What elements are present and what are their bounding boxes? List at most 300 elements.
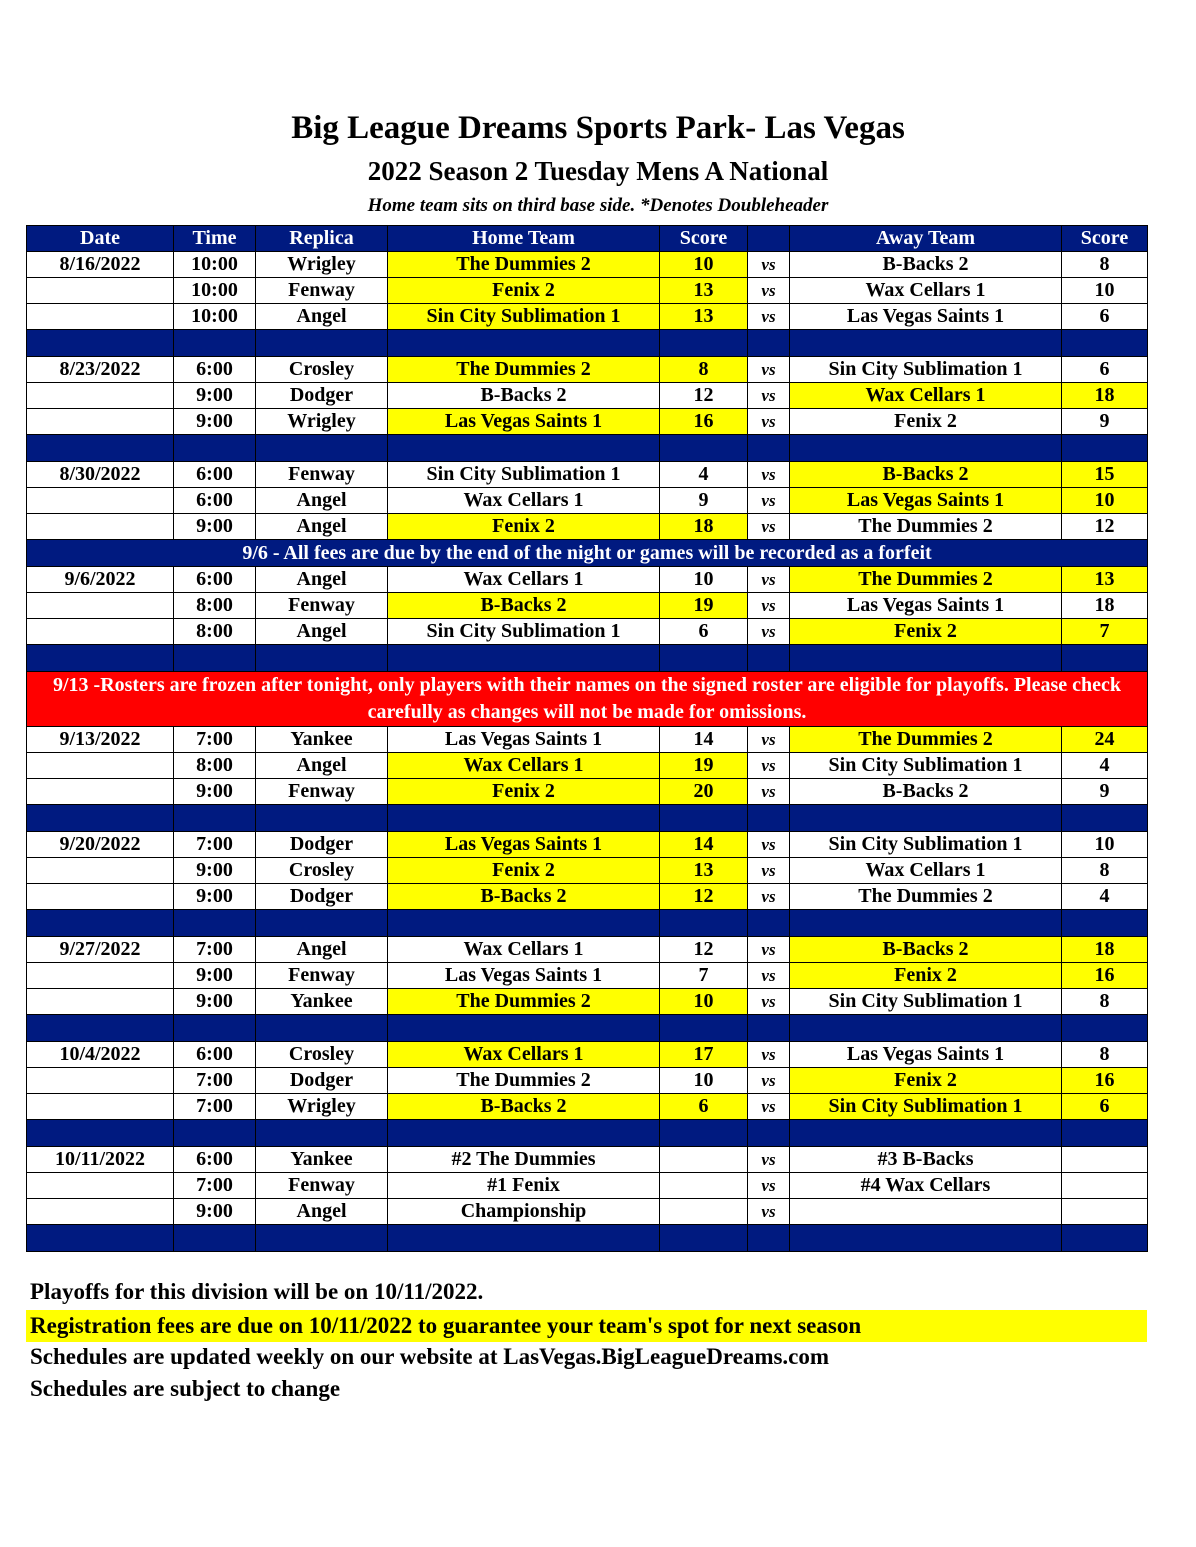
separator-cell <box>1062 1225 1148 1252</box>
field-cell: Angel <box>256 619 388 645</box>
time-cell: 10:00 <box>174 304 256 330</box>
separator-row <box>27 645 1148 672</box>
date-cell: 8/23/2022 <box>27 357 174 383</box>
away-team-cell: Sin City Sublimation 1 <box>790 753 1062 779</box>
separator-cell <box>790 435 1062 462</box>
home-score-cell: 17 <box>660 1042 748 1068</box>
date-cell <box>27 304 174 330</box>
field-cell: Angel <box>256 514 388 540</box>
away-score-cell: 8 <box>1062 858 1148 884</box>
home-team-cell: Fenix 2 <box>388 858 660 884</box>
field-cell: Angel <box>256 488 388 514</box>
home-team-cell: B-Backs 2 <box>388 884 660 910</box>
vs-cell: vs <box>748 1147 790 1173</box>
away-score-cell: 16 <box>1062 1068 1148 1094</box>
schedule-table <box>26 225 1148 1252</box>
separator-cell <box>174 1225 256 1252</box>
col-header-home-team: Home Team <box>388 226 660 252</box>
separator-cell <box>790 1120 1062 1147</box>
separator-cell <box>748 435 790 462</box>
vs-cell: vs <box>748 832 790 858</box>
away-score-cell: 6 <box>1062 357 1148 383</box>
separator-cell <box>660 330 748 357</box>
away-team-cell: Las Vegas Saints 1 <box>790 1042 1062 1068</box>
home-score-cell: 6 <box>660 619 748 645</box>
vs-cell: vs <box>748 753 790 779</box>
away-team-cell: #4 Wax Cellars <box>790 1173 1062 1199</box>
vs-cell: vs <box>748 383 790 409</box>
separator-cell <box>1062 645 1148 672</box>
home-team-cell: Las Vegas Saints 1 <box>388 409 660 435</box>
home-score-cell: 13 <box>660 278 748 304</box>
time-cell: 6:00 <box>174 488 256 514</box>
table-row <box>27 753 1148 779</box>
away-score-cell: 13 <box>1062 567 1148 593</box>
separator-cell <box>748 330 790 357</box>
col-header-home-score: Score <box>660 226 748 252</box>
separator-cell <box>174 330 256 357</box>
separator-cell <box>790 645 1062 672</box>
home-score-cell: 9 <box>660 488 748 514</box>
table-row <box>27 304 1148 330</box>
home-team-cell: #2 The Dummies <box>388 1147 660 1173</box>
table-row <box>27 1042 1148 1068</box>
separator-cell <box>660 1120 748 1147</box>
table-row <box>27 462 1148 488</box>
away-score-cell: 4 <box>1062 753 1148 779</box>
page-note: Home team sits on third base side. *Denotes Doubleheader <box>367 195 829 216</box>
table-row <box>27 252 1148 278</box>
home-team-cell: B-Backs 2 <box>388 593 660 619</box>
table-row <box>27 832 1148 858</box>
date-cell <box>27 278 174 304</box>
field-cell: Angel <box>256 567 388 593</box>
date-cell <box>27 963 174 989</box>
table-row <box>27 357 1148 383</box>
away-score-cell: 8 <box>1062 252 1148 278</box>
date-cell: 10/11/2022 <box>27 1147 174 1173</box>
separator-cell <box>27 1015 174 1042</box>
vs-cell: vs <box>748 1173 790 1199</box>
table-row <box>27 1147 1148 1173</box>
date-cell: 9/6/2022 <box>27 567 174 593</box>
page-title: Big League Dreams Sports Park- Las Vegas <box>291 110 905 146</box>
away-score-cell: 6 <box>1062 1094 1148 1120</box>
away-team-cell: The Dummies 2 <box>790 884 1062 910</box>
separator-cell <box>790 805 1062 832</box>
separator-cell <box>27 910 174 937</box>
home-score-cell: 12 <box>660 383 748 409</box>
date-cell <box>27 1199 174 1225</box>
vs-cell: vs <box>748 514 790 540</box>
date-cell <box>27 619 174 645</box>
separator-cell <box>790 330 1062 357</box>
home-score-cell: 13 <box>660 304 748 330</box>
time-cell: 8:00 <box>174 593 256 619</box>
away-score-cell: 4 <box>1062 884 1148 910</box>
time-cell: 9:00 <box>174 858 256 884</box>
field-cell: Crosley <box>256 1042 388 1068</box>
table-row <box>27 858 1148 884</box>
separator-row <box>27 435 1148 462</box>
away-team-cell: Fenix 2 <box>790 963 1062 989</box>
away-score-cell <box>1062 1147 1148 1173</box>
vs-cell: vs <box>748 619 790 645</box>
home-team-cell: The Dummies 2 <box>388 1068 660 1094</box>
field-cell: Dodger <box>256 383 388 409</box>
separator-cell <box>27 805 174 832</box>
away-team-cell <box>790 1199 1062 1225</box>
field-cell: Wrigley <box>256 1094 388 1120</box>
away-team-cell: B-Backs 2 <box>790 252 1062 278</box>
separator-cell <box>1062 330 1148 357</box>
separator-cell <box>256 1015 388 1042</box>
separator-row <box>27 1225 1148 1252</box>
away-team-cell: Sin City Sublimation 1 <box>790 832 1062 858</box>
vs-cell: vs <box>748 357 790 383</box>
home-score-cell: 14 <box>660 727 748 753</box>
separator-cell <box>174 910 256 937</box>
vs-cell: vs <box>748 937 790 963</box>
field-cell: Dodger <box>256 884 388 910</box>
separator-cell <box>748 1015 790 1042</box>
vs-cell: vs <box>748 1199 790 1225</box>
time-cell: 6:00 <box>174 567 256 593</box>
home-score-cell: 10 <box>660 1068 748 1094</box>
away-team-cell: B-Backs 2 <box>790 462 1062 488</box>
home-score-cell: 20 <box>660 779 748 805</box>
time-cell: 10:00 <box>174 278 256 304</box>
table-row <box>27 514 1148 540</box>
field-cell: Angel <box>256 753 388 779</box>
away-score-cell: 10 <box>1062 488 1148 514</box>
separator-row <box>27 1015 1148 1042</box>
separator-cell <box>748 805 790 832</box>
date-cell <box>27 593 174 619</box>
date-cell <box>27 989 174 1015</box>
table-row <box>27 383 1148 409</box>
separator-cell <box>388 330 660 357</box>
date-cell <box>27 884 174 910</box>
away-score-cell: 10 <box>1062 832 1148 858</box>
field-cell: Angel <box>256 1199 388 1225</box>
separator-cell <box>790 1225 1062 1252</box>
separator-cell <box>256 805 388 832</box>
home-score-cell: 12 <box>660 937 748 963</box>
separator-cell <box>27 1120 174 1147</box>
separator-cell <box>1062 1015 1148 1042</box>
separator-cell <box>388 1225 660 1252</box>
home-team-cell: The Dummies 2 <box>388 252 660 278</box>
separator-cell <box>256 910 388 937</box>
date-cell: 9/27/2022 <box>27 937 174 963</box>
separator-cell <box>660 910 748 937</box>
table-row <box>27 989 1148 1015</box>
home-team-cell: B-Backs 2 <box>388 1094 660 1120</box>
time-cell: 9:00 <box>174 514 256 540</box>
away-team-cell: Las Vegas Saints 1 <box>790 304 1062 330</box>
date-cell <box>27 383 174 409</box>
field-cell: Wrigley <box>256 409 388 435</box>
separator-cell <box>174 1015 256 1042</box>
field-cell: Dodger <box>256 832 388 858</box>
vs-cell: vs <box>748 1068 790 1094</box>
date-cell <box>27 514 174 540</box>
field-cell: Fenway <box>256 779 388 805</box>
vs-cell: vs <box>748 963 790 989</box>
vs-cell: vs <box>748 567 790 593</box>
away-score-cell: 18 <box>1062 937 1148 963</box>
time-cell: 9:00 <box>174 884 256 910</box>
home-team-cell: Wax Cellars 1 <box>388 753 660 779</box>
time-cell: 7:00 <box>174 1173 256 1199</box>
table-row <box>27 593 1148 619</box>
home-score-cell: 10 <box>660 989 748 1015</box>
vs-cell: vs <box>748 252 790 278</box>
separator-cell <box>27 1225 174 1252</box>
separator-cell <box>27 330 174 357</box>
field-cell: Yankee <box>256 989 388 1015</box>
home-team-cell: Wax Cellars 1 <box>388 937 660 963</box>
away-score-cell: 9 <box>1062 409 1148 435</box>
away-score-cell: 8 <box>1062 989 1148 1015</box>
separator-cell <box>174 805 256 832</box>
away-score-cell <box>1062 1199 1148 1225</box>
home-score-cell <box>660 1199 748 1225</box>
time-cell: 9:00 <box>174 989 256 1015</box>
time-cell: 7:00 <box>174 937 256 963</box>
table-row <box>27 1068 1148 1094</box>
vs-cell: vs <box>748 488 790 514</box>
time-cell: 7:00 <box>174 832 256 858</box>
field-cell: Angel <box>256 304 388 330</box>
col-header-time: Time <box>174 226 256 252</box>
away-team-cell: Fenix 2 <box>790 619 1062 645</box>
notice-red-row <box>27 672 1148 727</box>
home-score-cell: 18 <box>660 514 748 540</box>
field-cell: Fenway <box>256 278 388 304</box>
date-cell: 8/16/2022 <box>27 252 174 278</box>
separator-cell <box>660 1015 748 1042</box>
table-row <box>27 409 1148 435</box>
table-row <box>27 727 1148 753</box>
home-team-cell: Fenix 2 <box>388 514 660 540</box>
away-score-cell: 10 <box>1062 278 1148 304</box>
table-row <box>27 963 1148 989</box>
change-note: Schedules are subject to change <box>30 1376 341 1401</box>
time-cell: 9:00 <box>174 383 256 409</box>
away-team-cell: The Dummies 2 <box>790 567 1062 593</box>
separator-cell <box>256 1120 388 1147</box>
home-team-cell: Wax Cellars 1 <box>388 1042 660 1068</box>
vs-cell: vs <box>748 304 790 330</box>
home-team-cell: Las Vegas Saints 1 <box>388 832 660 858</box>
separator-cell <box>388 435 660 462</box>
date-cell <box>27 779 174 805</box>
vs-cell: vs <box>748 593 790 619</box>
separator-cell <box>256 435 388 462</box>
table-row <box>27 278 1148 304</box>
playoffs-note: Playoffs for this division will be on 10/11/2022. <box>30 1279 484 1304</box>
away-score-cell: 15 <box>1062 462 1148 488</box>
field-cell: Angel <box>256 937 388 963</box>
website-note: Schedules are updated weekly on our website at LasVegas.BigLeagueDreams.com <box>30 1344 830 1369</box>
col-header-date: Date <box>27 226 174 252</box>
vs-cell: vs <box>748 989 790 1015</box>
home-team-cell: Championship <box>388 1199 660 1225</box>
home-team-cell: The Dummies 2 <box>388 357 660 383</box>
vs-cell: vs <box>748 1094 790 1120</box>
separator-cell <box>748 645 790 672</box>
home-team-cell: Fenix 2 <box>388 278 660 304</box>
away-score-cell: 18 <box>1062 593 1148 619</box>
time-cell: 6:00 <box>174 357 256 383</box>
separator-cell <box>27 435 174 462</box>
table-row <box>27 488 1148 514</box>
away-team-cell: Wax Cellars 1 <box>790 858 1062 884</box>
home-score-cell <box>660 1173 748 1199</box>
date-cell: 9/13/2022 <box>27 727 174 753</box>
away-team-cell: B-Backs 2 <box>790 937 1062 963</box>
field-cell: Fenway <box>256 1173 388 1199</box>
home-score-cell: 19 <box>660 593 748 619</box>
away-team-cell: Las Vegas Saints 1 <box>790 593 1062 619</box>
date-cell: 8/30/2022 <box>27 462 174 488</box>
separator-cell <box>388 645 660 672</box>
vs-cell: vs <box>748 727 790 753</box>
away-score-cell: 9 <box>1062 779 1148 805</box>
separator-row <box>27 805 1148 832</box>
separator-cell <box>256 1225 388 1252</box>
table-row <box>27 619 1148 645</box>
home-team-cell: Sin City Sublimation 1 <box>388 619 660 645</box>
separator-cell <box>388 1120 660 1147</box>
time-cell: 9:00 <box>174 963 256 989</box>
field-cell: Yankee <box>256 1147 388 1173</box>
vs-cell: vs <box>748 462 790 488</box>
separator-cell <box>1062 435 1148 462</box>
away-team-cell: Sin City Sublimation 1 <box>790 357 1062 383</box>
separator-cell <box>388 910 660 937</box>
separator-cell <box>174 1120 256 1147</box>
home-score-cell: 4 <box>660 462 748 488</box>
home-team-cell: Fenix 2 <box>388 779 660 805</box>
time-cell: 7:00 <box>174 1094 256 1120</box>
time-cell: 6:00 <box>174 1147 256 1173</box>
vs-cell: vs <box>748 884 790 910</box>
field-cell: Fenway <box>256 593 388 619</box>
table-row <box>27 567 1148 593</box>
time-cell: 6:00 <box>174 1042 256 1068</box>
page-subtitle: 2022 Season 2 Tuesday Mens A National <box>367 156 829 186</box>
field-cell: Fenway <box>256 963 388 989</box>
table-row <box>27 1199 1148 1225</box>
away-score-cell: 7 <box>1062 619 1148 645</box>
away-team-cell: Wax Cellars 1 <box>790 383 1062 409</box>
notice-text: 9/6 - All fees are due by the end of the night or games will be recorded as a forfeit <box>27 540 1148 567</box>
table-row <box>27 884 1148 910</box>
home-score-cell: 6 <box>660 1094 748 1120</box>
vs-cell: vs <box>748 779 790 805</box>
separator-row <box>27 330 1148 357</box>
away-team-cell: Sin City Sublimation 1 <box>790 989 1062 1015</box>
table-row <box>27 937 1148 963</box>
col-header-vs <box>748 226 790 252</box>
home-score-cell: 7 <box>660 963 748 989</box>
separator-row <box>27 910 1148 937</box>
away-team-cell: Las Vegas Saints 1 <box>790 488 1062 514</box>
table-row <box>27 779 1148 805</box>
col-header-away-score: Score <box>1062 226 1148 252</box>
time-cell: 9:00 <box>174 409 256 435</box>
separator-cell <box>27 645 174 672</box>
away-team-cell: Fenix 2 <box>790 409 1062 435</box>
home-team-cell: Las Vegas Saints 1 <box>388 963 660 989</box>
separator-cell <box>174 645 256 672</box>
field-cell: Dodger <box>256 1068 388 1094</box>
vs-cell: vs <box>748 278 790 304</box>
separator-cell <box>1062 910 1148 937</box>
time-cell: 10:00 <box>174 252 256 278</box>
date-cell <box>27 1068 174 1094</box>
table-header-row <box>27 226 1148 252</box>
field-cell: Yankee <box>256 727 388 753</box>
home-team-cell: The Dummies 2 <box>388 989 660 1015</box>
away-team-cell: The Dummies 2 <box>790 514 1062 540</box>
col-header-replica: Replica <box>256 226 388 252</box>
home-score-cell: 19 <box>660 753 748 779</box>
vs-cell: vs <box>748 1042 790 1068</box>
home-team-cell: Wax Cellars 1 <box>388 488 660 514</box>
home-team-cell: Las Vegas Saints 1 <box>388 727 660 753</box>
vs-cell: vs <box>748 409 790 435</box>
date-cell <box>27 1173 174 1199</box>
away-score-cell: 8 <box>1062 1042 1148 1068</box>
table-row <box>27 1173 1148 1199</box>
date-cell: 10/4/2022 <box>27 1042 174 1068</box>
separator-cell <box>388 805 660 832</box>
time-cell: 8:00 <box>174 619 256 645</box>
time-cell: 8:00 <box>174 753 256 779</box>
away-score-cell: 18 <box>1062 383 1148 409</box>
home-team-cell: Wax Cellars 1 <box>388 567 660 593</box>
separator-cell <box>388 1015 660 1042</box>
away-score-cell: 24 <box>1062 727 1148 753</box>
separator-row <box>27 1120 1148 1147</box>
time-cell: 9:00 <box>174 1199 256 1225</box>
separator-cell <box>1062 1120 1148 1147</box>
field-cell: Crosley <box>256 858 388 884</box>
table-row <box>27 1094 1148 1120</box>
home-score-cell: 13 <box>660 858 748 884</box>
home-team-cell: B-Backs 2 <box>388 383 660 409</box>
col-header-away-team: Away Team <box>790 226 1062 252</box>
separator-cell <box>790 1015 1062 1042</box>
home-score-cell: 16 <box>660 409 748 435</box>
home-score-cell: 10 <box>660 567 748 593</box>
away-team-cell: Sin City Sublimation 1 <box>790 1094 1062 1120</box>
date-cell <box>27 409 174 435</box>
away-team-cell: Wax Cellars 1 <box>790 278 1062 304</box>
vs-cell: vs <box>748 858 790 884</box>
date-cell <box>27 753 174 779</box>
separator-cell <box>256 645 388 672</box>
away-score-cell: 12 <box>1062 514 1148 540</box>
separator-cell <box>660 1225 748 1252</box>
date-cell: 9/20/2022 <box>27 832 174 858</box>
field-cell: Crosley <box>256 357 388 383</box>
date-cell <box>27 858 174 884</box>
